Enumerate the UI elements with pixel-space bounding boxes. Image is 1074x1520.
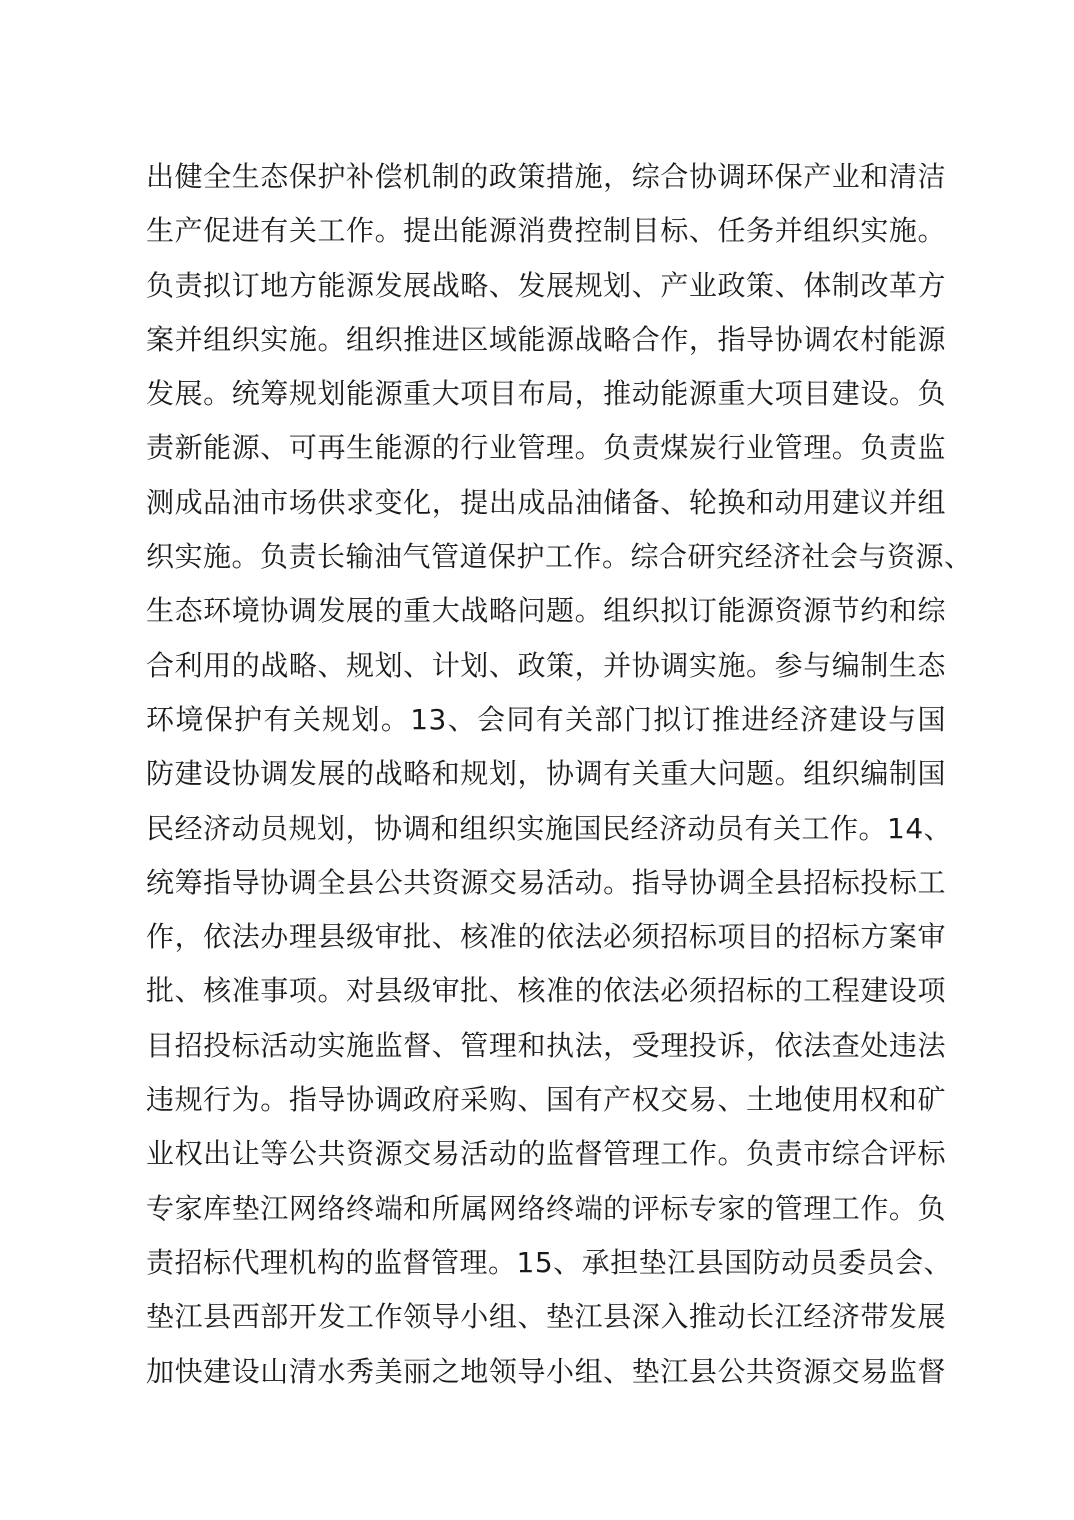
text-line: 测成品油市场供求变化，提出成品油储备、轮换和动用建议并组 <box>146 485 946 519</box>
text-line: 发展。统筹规划能源重大项目布局，推动能源重大项目建设。负 <box>146 377 946 411</box>
text-line: 出健全生态保护补偿机制的政策措施，综合协调环保产业和清洁 <box>146 160 946 193</box>
text-line: 防建设协调发展的战略和规划，协调有关重大问题。组织编制国 <box>146 757 946 791</box>
text-line: 生产促进有关工作。提出能源消费控制目标、任务并组织实施。 <box>146 214 946 248</box>
text-line: 统筹指导协调全县公共资源交易活动。指导协调全县招标投标工 <box>146 865 946 899</box>
text-line: 违规行为。指导协调政府采购、国有产权交易、土地使用权和矿 <box>146 1083 946 1117</box>
text-line: 垫江县西部开发工作领导小组、垫江县深入推动长江经济带发展 <box>146 1300 946 1334</box>
text-line: 专家库垫江网络终端和所属网络终端的评标专家的管理工作。负 <box>146 1191 946 1225</box>
body-text <box>146 150 973 1399</box>
text-line: 负责拟订地方能源发展战略、发展规划、产业政策、体制改革方 <box>146 268 946 302</box>
text-line: 生态环境协调发展的重大战略问题。组织拟订能源资源节约和综 <box>146 594 946 628</box>
text-line: 责招标代理机构的监督管理。15、承担垫江县国防动员委员会、 <box>146 1245 953 1279</box>
text-line: 责新能源、可再生能源的行业管理。负责煤炭行业管理。负责监 <box>146 431 946 465</box>
text-line: 合利用的战略、规划、计划、政策，并协调实施。参与编制生态 <box>146 648 946 682</box>
text-line: 加快建设山清水秀美丽之地领导小组、垫江县公共资源交易监督 <box>146 1354 946 1388</box>
text-line: 环境保护有关规划。13、会同有关部门拟订推进经济建设与国 <box>146 702 946 736</box>
text-line: 民经济动员规划，协调和组织实施国民经济动员有关工作。14、 <box>146 811 953 845</box>
text-line: 作，依法办理县级审批、核准的依法必须招标项目的招标方案审 <box>146 920 946 954</box>
text-line: 批、核准事项。对县级审批、核准的依法必须招标的工程建设项 <box>146 974 946 1008</box>
text-line: 目招投标活动实施监督、管理和执法，受理投诉，依法查处违法 <box>146 1028 946 1062</box>
text-line: 业权出让等公共资源交易活动的监督管理工作。负责市综合评标 <box>146 1137 946 1171</box>
text-line: 织实施。负责长输油气管道保护工作。综合研究经济社会与资源、 <box>146 540 973 574</box>
text-line: 案并组织实施。组织推进区域能源战略合作，指导协调农村能源 <box>146 322 946 356</box>
